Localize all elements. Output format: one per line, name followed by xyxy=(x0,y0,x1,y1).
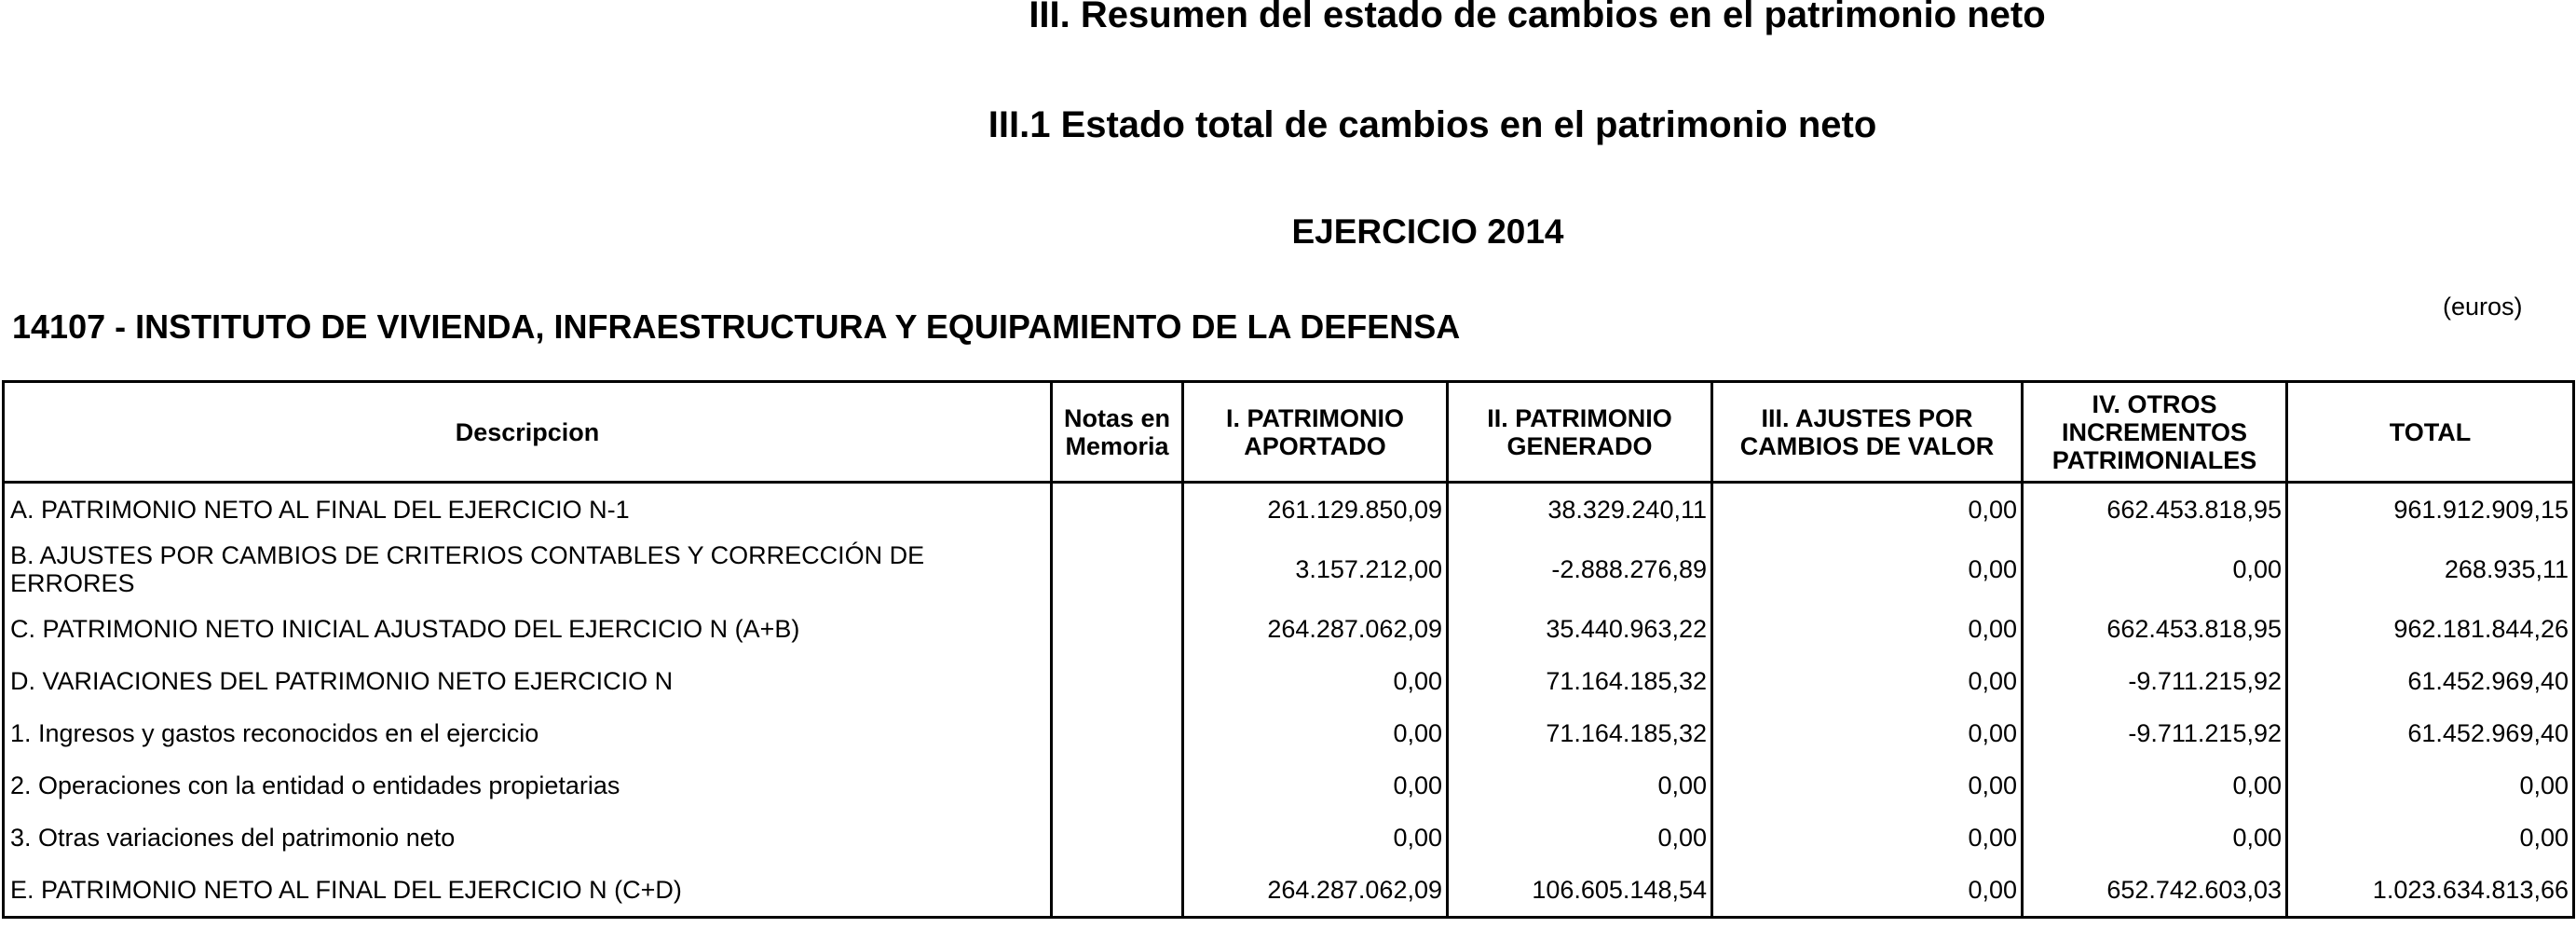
row-description: E. PATRIMONIO NETO AL FINAL DEL EJERCICIO N (C+D) xyxy=(4,864,1052,918)
table-row xyxy=(4,759,2574,812)
entity-heading: 14107 - INSTITUTO DE VIVIENDA, INFRAESTRUCTURA Y EQUIPAMIENTO DE LA DEFENSA xyxy=(12,307,1461,346)
row-ajustes: 0,00 xyxy=(1712,536,2023,603)
row-generado: 71.164.185,32 xyxy=(1448,655,1712,707)
row-notes xyxy=(1052,536,1183,603)
row-otros: 0,00 xyxy=(2023,812,2287,864)
column-header-otros: IV. OTROS INCREMENTOS PATRIMONIALES xyxy=(2023,382,2287,483)
row-otros: 662.453.818,95 xyxy=(2023,483,2287,537)
row-notes xyxy=(1052,655,1183,707)
table-row xyxy=(4,864,2574,918)
row-notes xyxy=(1052,707,1183,759)
row-description: A. PATRIMONIO NETO AL FINAL DEL EJERCICIO N-1 xyxy=(4,483,1052,537)
row-description: 1. Ingresos y gastos reconocidos en el ejercicio xyxy=(4,707,1052,759)
equity-changes-table xyxy=(2,380,2575,919)
table-row xyxy=(4,707,2574,759)
table-row xyxy=(4,655,2574,707)
column-header-generado: II. PATRIMONIO GENERADO xyxy=(1448,382,1712,483)
report-subtitle: III.1 Estado total de cambios en el patrimonio neto xyxy=(988,104,1877,145)
column-header-total: TOTAL xyxy=(2287,382,2574,483)
row-generado: 35.440.963,22 xyxy=(1448,603,1712,655)
row-generado: -2.888.276,89 xyxy=(1448,536,1712,603)
row-ajustes: 0,00 xyxy=(1712,707,2023,759)
table-row xyxy=(4,536,2574,603)
row-otros: 0,00 xyxy=(2023,759,2287,812)
row-aportado: 3.157.212,00 xyxy=(1183,536,1448,603)
column-header-description: Descripcion xyxy=(4,382,1052,483)
row-aportado: 0,00 xyxy=(1183,812,1448,864)
row-aportado: 0,00 xyxy=(1183,759,1448,812)
row-ajustes: 0,00 xyxy=(1712,759,2023,812)
table-row xyxy=(4,812,2574,864)
row-otros: 662.453.818,95 xyxy=(2023,603,2287,655)
row-aportado: 264.287.062,09 xyxy=(1183,864,1448,918)
row-total: 0,00 xyxy=(2287,812,2574,864)
row-generado: 106.605.148,54 xyxy=(1448,864,1712,918)
row-description: 2. Operaciones con la entidad o entidades propietarias xyxy=(4,759,1052,812)
row-notes xyxy=(1052,759,1183,812)
column-header-aportado: I. PATRIMONIO APORTADO xyxy=(1183,382,1448,483)
row-aportado: 0,00 xyxy=(1183,707,1448,759)
row-total: 61.452.969,40 xyxy=(2287,655,2574,707)
row-ajustes: 0,00 xyxy=(1712,812,2023,864)
row-notes xyxy=(1052,812,1183,864)
row-description: B. AJUSTES POR CAMBIOS DE CRITERIOS CONTABLES Y CORRECCIÓN DE ERRORES xyxy=(4,536,1052,603)
column-header-notes: Notas en Memoria xyxy=(1052,382,1183,483)
row-notes xyxy=(1052,603,1183,655)
report-title: III. Resumen del estado de cambios en el patrimonio neto xyxy=(1029,0,2046,35)
row-total: 268.935,11 xyxy=(2287,536,2574,603)
row-total: 1.023.634.813,66 xyxy=(2287,864,2574,918)
column-header-ajustes: III. AJUSTES POR CAMBIOS DE VALOR xyxy=(1712,382,2023,483)
units-label: (euros) xyxy=(2443,293,2523,321)
row-notes xyxy=(1052,864,1183,918)
row-otros: -9.711.215,92 xyxy=(2023,655,2287,707)
row-otros: 652.742.603,03 xyxy=(2023,864,2287,918)
row-total: 0,00 xyxy=(2287,759,2574,812)
exercise-year: EJERCICIO 2014 xyxy=(1291,212,1564,251)
row-description: 3. Otras variaciones del patrimonio neto xyxy=(4,812,1052,864)
row-description: C. PATRIMONIO NETO INICIAL AJUSTADO DEL EJERCICIO N (A+B) xyxy=(4,603,1052,655)
row-otros: -9.711.215,92 xyxy=(2023,707,2287,759)
row-generado: 0,00 xyxy=(1448,812,1712,864)
row-ajustes: 0,00 xyxy=(1712,483,2023,537)
row-generado: 71.164.185,32 xyxy=(1448,707,1712,759)
table-row xyxy=(4,603,2574,655)
row-generado: 38.329.240,11 xyxy=(1448,483,1712,537)
title-block xyxy=(0,0,2576,261)
row-total: 961.912.909,15 xyxy=(2287,483,2574,537)
row-aportado: 0,00 xyxy=(1183,655,1448,707)
row-notes xyxy=(1052,483,1183,537)
row-description: D. VARIACIONES DEL PATRIMONIO NETO EJERCICIO N xyxy=(4,655,1052,707)
table-header-row xyxy=(4,382,2574,483)
row-aportado: 264.287.062,09 xyxy=(1183,603,1448,655)
row-aportado: 261.129.850,09 xyxy=(1183,483,1448,537)
row-total: 962.181.844,26 xyxy=(2287,603,2574,655)
row-ajustes: 0,00 xyxy=(1712,603,2023,655)
row-generado: 0,00 xyxy=(1448,759,1712,812)
row-otros: 0,00 xyxy=(2023,536,2287,603)
row-ajustes: 0,00 xyxy=(1712,655,2023,707)
row-ajustes: 0,00 xyxy=(1712,864,2023,918)
table-row xyxy=(4,483,2574,537)
row-total: 61.452.969,40 xyxy=(2287,707,2574,759)
